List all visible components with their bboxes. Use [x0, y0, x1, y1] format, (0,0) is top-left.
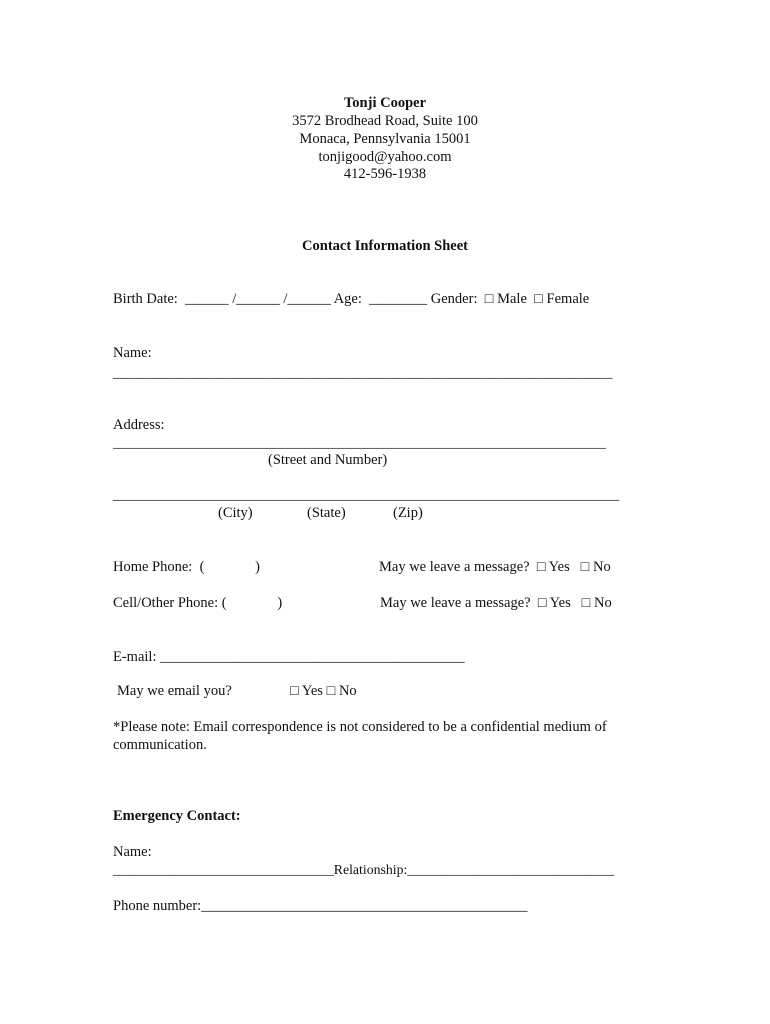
birth-date-age-gender-row: Birth Date: ______ /______ /______ Age: ________ Gender: □ Male □ Female — [113, 291, 590, 307]
letterhead-address-city: Monaca, Pennsylvania 15001 — [299, 131, 471, 147]
emergency-name-relationship-row: ________________________________Relationship:______________________________ — [113, 862, 615, 877]
cell-phone-message-question: May we leave a message? □ Yes □ No — [380, 595, 612, 611]
cell-phone-field: Cell/Other Phone: ( ) — [113, 595, 283, 611]
address-street-line: _________________________________________________________________________ — [113, 435, 606, 450]
email-field: E-mail: __________________________________________ — [113, 649, 465, 665]
city-caption: (City) — [218, 505, 253, 521]
email-note-line-2: communication. — [113, 737, 207, 753]
street-caption: (Street and Number) — [268, 452, 388, 468]
home-phone-field: Home Phone: ( ) — [113, 559, 260, 575]
emergency-phone-row: Phone number:_____________________________________________ — [113, 898, 528, 914]
name-blank-line: __________________________________________________________________________ — [113, 365, 613, 380]
email-note-line-1: *Please note: Email correspondence is not considered to be a confidential medium of — [113, 719, 607, 735]
letterhead-email: tonjigood@yahoo.com — [318, 149, 452, 165]
state-caption: (State) — [307, 505, 346, 521]
email-permission-options: □ Yes □ No — [290, 683, 357, 699]
email-permission-question: May we email you? — [117, 683, 232, 699]
letterhead-phone: 412-596-1938 — [343, 166, 427, 182]
home-phone-message-question: May we leave a message? □ Yes □ No — [379, 559, 611, 575]
address-label: Address: — [113, 417, 165, 433]
sheet-title: Contact Information Sheet — [302, 238, 468, 254]
letterhead-address-street: 3572 Brodhead Road, Suite 100 — [292, 113, 478, 129]
zip-caption: (Zip) — [393, 505, 423, 521]
letterhead-name: Tonji Cooper — [343, 95, 427, 111]
emergency-name-label: Name: — [113, 844, 152, 860]
name-label: Name: — [113, 345, 152, 361]
address-city-line: ___________________________________________________________________________ — [113, 487, 620, 502]
emergency-contact-heading: Emergency Contact: — [113, 808, 241, 824]
